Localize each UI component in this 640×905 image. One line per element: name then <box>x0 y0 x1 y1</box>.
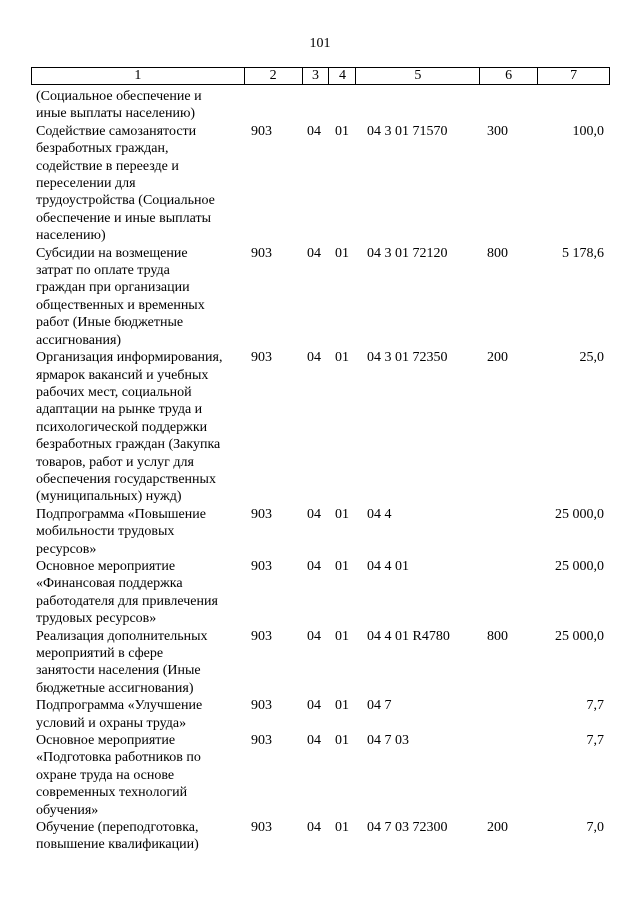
description-line: «Подготовка работников по <box>36 750 201 766</box>
description-line: безработных граждан (Закупка <box>36 437 221 453</box>
subsection-code: 01 <box>335 558 349 574</box>
section-code: 04 <box>307 698 321 714</box>
description-line: товаров, работ и услуг для <box>36 454 194 470</box>
description-line: ресурсов» <box>36 541 97 557</box>
row-description <box>31 88 241 123</box>
amount: 25 000,0 <box>555 558 604 574</box>
table-row <box>31 123 610 245</box>
description-line: современных технологий <box>36 785 188 801</box>
amount: 5 178,6 <box>562 245 604 261</box>
table-header <box>31 67 610 85</box>
page-number: 101 <box>309 36 331 51</box>
column-header-2: 2 <box>245 68 303 84</box>
table-row <box>31 732 610 819</box>
description-line: обучения» <box>36 802 99 818</box>
subsection-code: 01 <box>335 245 349 261</box>
row-description <box>31 628 241 698</box>
description-line: переселении для <box>36 176 136 192</box>
description-line: обеспечение и иные выплаты <box>36 210 211 226</box>
chapter-code: 903 <box>251 698 272 714</box>
description-line: мероприятий в сфере <box>36 646 164 661</box>
description-line: общественных и временных <box>36 297 205 313</box>
chapter-code: 903 <box>251 558 272 574</box>
subsection-code: 01 <box>335 698 349 714</box>
description-line: граждан при организации <box>36 280 190 296</box>
expense-type-code: 200 <box>487 350 508 366</box>
table-row <box>31 88 610 123</box>
description-line: иные выплаты населению) <box>36 106 196 122</box>
description-line: повышение квалификации) <box>36 837 199 853</box>
description-line: Реализация дополнительных <box>36 628 208 644</box>
description-line: работодателя для привлечения <box>36 593 218 609</box>
target-article-code: 04 3 01 72120 <box>367 245 448 261</box>
target-article-code: 04 4 01 R4780 <box>367 628 450 644</box>
section-code: 04 <box>307 558 321 574</box>
column-header-6: 6 <box>480 68 538 84</box>
description-line: мобильности трудовых <box>36 524 175 540</box>
description-line: затрат по оплате труда <box>36 263 170 279</box>
description-line: содействие в переезде и <box>36 158 179 174</box>
description-line: ассигнования) <box>36 332 122 348</box>
chapter-code: 903 <box>251 123 272 139</box>
description-line: Субсидии на возмещение <box>36 245 188 261</box>
section-code: 04 <box>307 123 321 139</box>
row-description <box>31 819 241 854</box>
row-description <box>31 697 241 732</box>
description-line: Подпрограмма «Улучшение <box>36 698 203 714</box>
expense-type-code: 300 <box>487 123 508 139</box>
amount: 7,0 <box>586 820 604 836</box>
row-description <box>31 349 241 506</box>
section-code: 04 <box>307 245 321 261</box>
amount: 7,7 <box>586 733 604 749</box>
chapter-code: 903 <box>251 733 272 749</box>
description-line: Подпрограмма «Повышение <box>36 506 206 522</box>
row-description <box>31 732 241 819</box>
table-row <box>31 506 610 558</box>
target-article-code: 04 4 <box>367 506 392 522</box>
description-line: работ (Иные бюджетные <box>36 315 184 331</box>
subsection-code: 01 <box>335 628 349 644</box>
description-line: (Социальное обеспечение и <box>36 89 202 104</box>
chapter-code: 903 <box>251 350 272 366</box>
column-header-5: 5 <box>356 68 480 84</box>
description-line: «Финансовая поддержка <box>36 576 183 592</box>
description-line: бюджетные ассигнования) <box>36 680 194 696</box>
description-line: условий и охраны труда» <box>36 715 187 731</box>
table-body <box>31 88 610 854</box>
table-row <box>31 697 610 732</box>
description-line: Основное мероприятие <box>36 733 176 749</box>
table-row <box>31 628 610 698</box>
amount: 25,0 <box>579 350 604 366</box>
description-line: Обучение (переподготовка, <box>36 820 199 836</box>
column-header-1: 1 <box>32 68 245 84</box>
row-description <box>31 245 241 349</box>
expense-type-code: 800 <box>487 628 508 644</box>
chapter-code: 903 <box>251 820 272 836</box>
table-row <box>31 558 610 628</box>
column-header-7: 7 <box>538 68 610 84</box>
target-article-code: 04 7 <box>367 698 392 714</box>
row-description <box>31 506 241 558</box>
amount: 25 000,0 <box>555 506 604 522</box>
target-article-code: 04 7 03 <box>367 733 409 749</box>
chapter-code: 903 <box>251 245 272 261</box>
description-line: Основное мероприятие <box>36 558 176 574</box>
subsection-code: 01 <box>335 733 349 749</box>
subsection-code: 01 <box>335 123 349 139</box>
table-row <box>31 349 610 506</box>
row-description <box>31 123 241 245</box>
chapter-code: 903 <box>251 506 272 522</box>
expense-type-code: 800 <box>487 245 508 261</box>
column-header-3: 3 <box>303 68 330 84</box>
row-description <box>31 558 241 628</box>
section-code: 04 <box>307 350 321 366</box>
target-article-code: 04 3 01 72350 <box>367 350 448 366</box>
description-line: психологической поддержки <box>36 419 208 435</box>
section-code: 04 <box>307 820 321 836</box>
description-line: (муниципальных) нужд) <box>36 489 182 505</box>
table-row <box>31 245 610 349</box>
description-line: рабочих мест, социальной <box>36 384 192 400</box>
target-article-code: 04 4 01 <box>367 558 409 574</box>
section-code: 04 <box>307 506 321 522</box>
target-article-code: 04 3 01 71570 <box>367 123 448 139</box>
expense-type-code: 200 <box>487 820 508 836</box>
description-line: обеспечения государственных <box>36 471 216 487</box>
amount: 25 000,0 <box>555 628 604 644</box>
subsection-code: 01 <box>335 820 349 836</box>
target-article-code: 04 7 03 72300 <box>367 820 448 836</box>
chapter-code: 903 <box>251 628 272 644</box>
description-line: трудовых ресурсов» <box>36 611 157 627</box>
description-line: адаптации на рынке труда и <box>36 402 203 418</box>
description-line: безработных граждан, <box>36 141 169 157</box>
description-line: трудоустройства (Социальное <box>36 193 215 209</box>
description-line: населению) <box>36 228 106 244</box>
description-line: занятости населения (Иные <box>36 663 201 679</box>
table-row <box>31 819 610 854</box>
subsection-code: 01 <box>335 350 349 366</box>
section-code: 04 <box>307 628 321 644</box>
description-line: ярмарок вакансий и учебных <box>36 367 209 383</box>
column-header-4: 4 <box>329 68 356 84</box>
section-code: 04 <box>307 733 321 749</box>
description-line: Содействие самозанятости <box>36 123 197 139</box>
amount: 7,7 <box>586 698 604 714</box>
description-line: охране труда на основе <box>36 767 175 783</box>
subsection-code: 01 <box>335 506 349 522</box>
amount: 100,0 <box>572 123 604 139</box>
description-line: Организация информирования, <box>36 350 223 366</box>
